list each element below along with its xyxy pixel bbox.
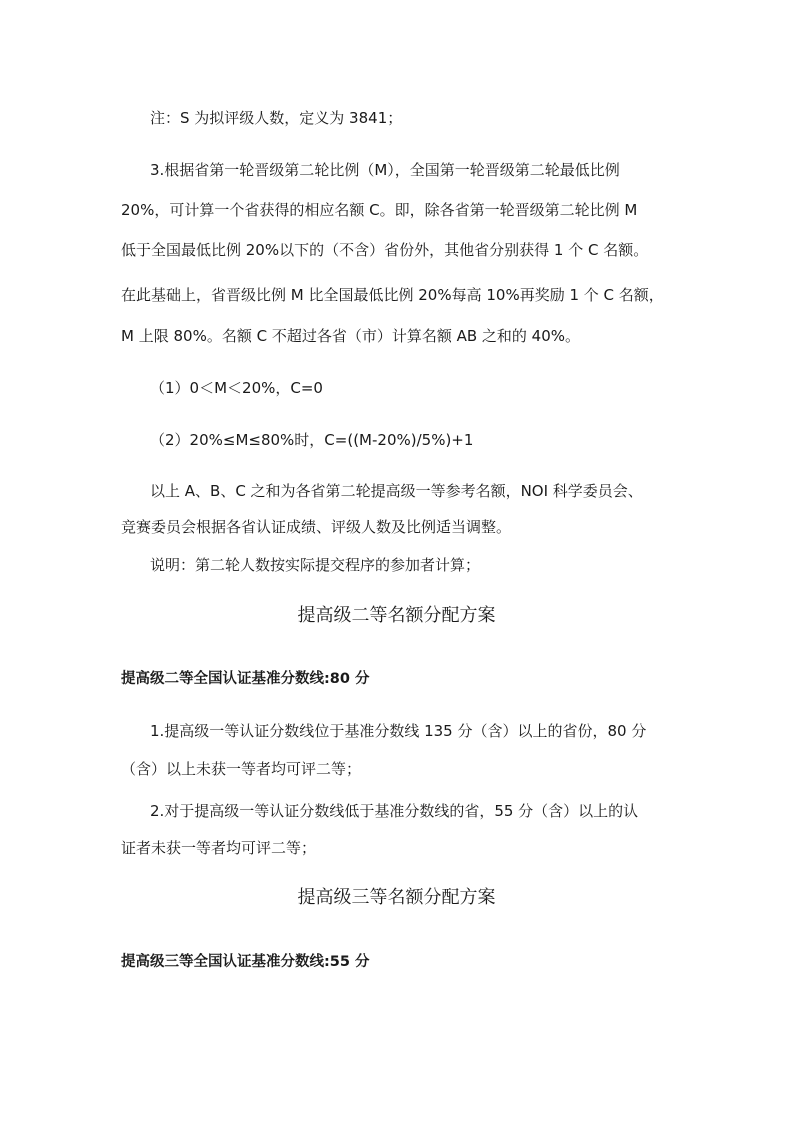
- formula-2: （2）20%≤M≤80%时，C=((M-20%)/5%)+1: [150, 431, 474, 449]
- section3-title: 提高级三等名额分配方案: [297, 887, 496, 908]
- rule3-line5: M 上限 80%。名额 C 不超过各省（市）计算名额 AB 之和的 40%。: [121, 327, 581, 345]
- explain-line: 说明：第二轮人数按实际提交程序的参加者计算；: [150, 556, 481, 574]
- section2-item1-line1: 1.提高级一等认证分数线位于基准分数线 135 分（含）以上的省份，80 分: [150, 722, 647, 740]
- rule3-line2: 20%，可计算一个省获得的相应名额 C。即，除各省第一轮晋级第二轮比例 M: [121, 201, 638, 219]
- section3-baseline: 提高级三等全国认证基准分数线:55 分: [121, 954, 370, 970]
- formula-1: （1）0＜M＜20%，C=0: [150, 379, 323, 397]
- summary-line1: 以上 A、B、C 之和为各省第二轮提高级一等参考名额，NOI 科学委员会、: [150, 482, 643, 500]
- rule3-line1: 3.根据省第一轮晋级第二轮比例（M），全国第一轮晋级第二轮最低比例: [150, 161, 620, 179]
- rule3-line4: 在此基础上，省晋级比例 M 比全国最低比例 20%每高 10%再奖励 1 个 C 名额，: [121, 286, 664, 304]
- note-line: 注：S 为拟评级人数，定义为 3841；: [150, 109, 403, 127]
- summary-line2: 竞赛委员会根据各省认证成绩、评级人数及比例适当调整。: [121, 518, 512, 536]
- section2-baseline: 提高级二等全国认证基准分数线:80 分: [121, 671, 370, 687]
- section2-item2-line1: 2.对于提高级一等认证分数线低于基准分数线的省，55 分（含）以上的认: [150, 802, 639, 820]
- section2-title: 提高级二等名额分配方案: [297, 605, 496, 626]
- section2-item2-line2: 证者未获一等者均可评二等；: [121, 839, 317, 857]
- rule3-line3: 低于全国最低比例 20%以下的（不含）省份外，其他省分别获得 1 个 C 名额。: [121, 241, 649, 259]
- section2-item1-line2: （含）以上未获一等者均可评二等；: [121, 760, 362, 778]
